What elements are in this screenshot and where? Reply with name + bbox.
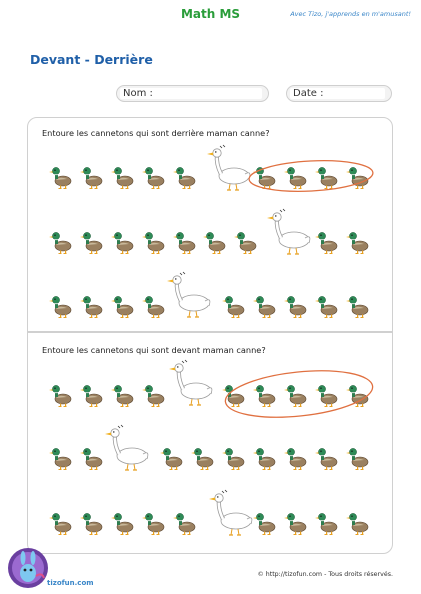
duckling-1-8	[315, 167, 337, 188]
duckling-3-3	[111, 296, 133, 317]
duckling-2-6	[203, 232, 225, 253]
name-label: Nom :	[123, 88, 153, 99]
duckling-2-7	[234, 232, 256, 253]
duckling-6-6	[253, 513, 275, 534]
mother-duck-2	[267, 209, 310, 254]
duckling-1-7	[284, 167, 306, 188]
duckling-3-7	[284, 296, 306, 317]
duckling-3-9	[346, 296, 368, 317]
mother-duck-6	[209, 490, 252, 535]
duckling-2-8	[315, 232, 337, 253]
duckling-4-6	[253, 385, 275, 406]
duckling-6-7	[284, 513, 306, 534]
duckling-2-4	[142, 232, 164, 253]
duckling-3-4	[142, 296, 164, 317]
duckling-6-1	[49, 513, 71, 534]
tizo-mascot-logo-icon	[6, 546, 50, 590]
duckling-1-1	[49, 167, 71, 188]
duckling-6-3	[111, 513, 133, 534]
duckling-2-5	[173, 232, 195, 253]
duckling-2-1	[49, 232, 71, 253]
duckling-3-1	[49, 296, 71, 317]
duckling-1-5	[173, 167, 195, 188]
duckling-4-7	[284, 385, 306, 406]
duckling-4-2	[80, 385, 102, 406]
mother-duck-3	[167, 272, 210, 317]
duckling-3-6	[253, 296, 275, 317]
duckling-1-2	[80, 167, 102, 188]
duckling-6-4	[142, 513, 164, 534]
duckling-5-5	[222, 448, 244, 469]
exercise-2-instruction: Entoure les cannetons qui sont devant maman canne?	[42, 345, 266, 355]
duckling-1-4	[142, 167, 164, 188]
duckling-1-3	[111, 167, 133, 188]
duckling-4-8	[315, 385, 337, 406]
duckling-5-1	[49, 448, 71, 469]
date-label: Date :	[293, 88, 324, 99]
duckling-5-7	[284, 448, 306, 469]
duckling-3-2	[80, 296, 102, 317]
duckling-5-6	[253, 448, 275, 469]
duckling-2-2	[80, 232, 102, 253]
duckling-3-5	[222, 296, 244, 317]
duckling-2-9	[346, 232, 368, 253]
duckling-4-3	[111, 385, 133, 406]
mother-duck-5	[105, 425, 148, 470]
duckling-6-8	[315, 513, 337, 534]
duckling-5-8	[315, 448, 337, 469]
subject-heading: Math MS	[180, 7, 241, 21]
copyright-notice: © http://tizofun.com - Tous droits réservés.	[257, 571, 393, 578]
duckling-2-3	[111, 232, 133, 253]
duckling-5-4	[191, 448, 213, 469]
duckling-5-3	[160, 448, 182, 469]
duckling-5-2	[80, 448, 102, 469]
mother-duck-1	[207, 145, 250, 190]
logo-text: tizofun.com	[47, 579, 94, 587]
exercise-1-instruction: Entoure les cannetons qui sont derrière maman canne?	[42, 128, 270, 138]
duckling-6-9	[346, 513, 368, 534]
page-title: Devant - Derrière	[30, 52, 153, 67]
mother-duck-4	[169, 360, 212, 405]
duckling-3-8	[315, 296, 337, 317]
duckling-4-4	[142, 385, 164, 406]
tagline: Avec Tizo, j'apprends en m'amusant!	[290, 10, 411, 18]
duckling-4-9	[346, 385, 368, 406]
duckling-4-1	[49, 385, 71, 406]
duckling-6-2	[80, 513, 102, 534]
duckling-6-5	[173, 513, 195, 534]
duckling-5-9	[346, 448, 368, 469]
